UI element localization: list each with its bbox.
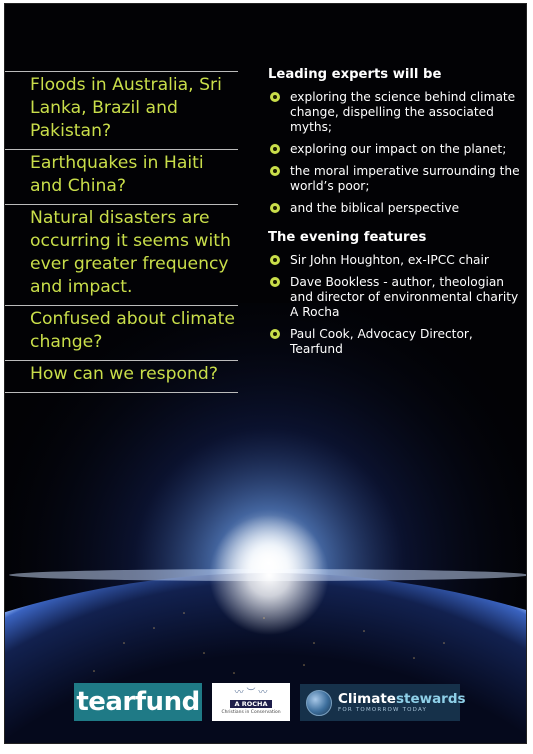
experts-list [268, 90, 526, 216]
evening-heading: The evening features [268, 230, 427, 245]
climate-stewards-logo [300, 684, 466, 721]
birds-icon: 〰 ︶ 〰 [234, 688, 268, 698]
bullet-icon [270, 166, 280, 176]
climate-stewards-text [338, 692, 466, 713]
list-item-text: Dave Bookless - author, theologian and director of environmental charity A Rocha [290, 275, 519, 319]
question-confused: Confused about climate change? [4, 305, 238, 360]
climate-stewards-tagline: FOR TOMORROW TODAY [338, 707, 428, 713]
stewards-word: stewards [395, 691, 466, 707]
list-item [268, 327, 526, 357]
list-item-text: and the biblical perspective [290, 201, 460, 215]
question-respond: How can we respond? [4, 360, 238, 393]
climate-word: Climate [338, 691, 396, 707]
list-item-text: Paul Cook, Advocacy Director, Tearfund [290, 327, 473, 356]
list-item [268, 201, 526, 216]
bullet-icon [270, 92, 280, 102]
bullet-icon [270, 277, 280, 287]
globe-icon [306, 690, 332, 716]
list-item [268, 90, 526, 135]
bullet-icon [270, 203, 280, 213]
bullet-icon [270, 255, 280, 265]
list-item [268, 275, 526, 320]
list-item-text: Sir John Houghton, ex-IPCC chair [290, 253, 489, 267]
question-floods: Floods in Australia, Sri Lanka, Brazil and Pakistan? [4, 71, 238, 149]
question-natural-disasters: Natural disasters are occurring it seems with ever greater frequency and impact. [4, 204, 238, 305]
list-item [268, 142, 526, 157]
list-item [268, 164, 526, 194]
experts-heading: Leading experts will be [268, 67, 442, 82]
info-column [268, 67, 526, 364]
flyer [4, 3, 527, 744]
list-item-text: exploring the science behind climate change, dispelling the associated myths; [290, 90, 516, 134]
questions-column [4, 71, 238, 393]
bullet-icon [270, 329, 280, 339]
question-earthquakes: Earthquakes in Haiti and China? [4, 149, 238, 204]
a-rocha-tagline: Christians in Conservation [221, 710, 281, 715]
evening-list [268, 253, 526, 357]
a-rocha-name: A ROCHA [230, 700, 271, 708]
list-item-text: exploring our impact on the planet; [290, 142, 507, 156]
bullet-icon [270, 144, 280, 154]
list-item-text: the moral imperative surrounding the world’s poor; [290, 164, 520, 193]
tearfund-logo: tearfund [74, 683, 202, 721]
climate-stewards-name [338, 692, 466, 707]
list-item [268, 253, 526, 268]
a-rocha-logo [212, 683, 290, 721]
